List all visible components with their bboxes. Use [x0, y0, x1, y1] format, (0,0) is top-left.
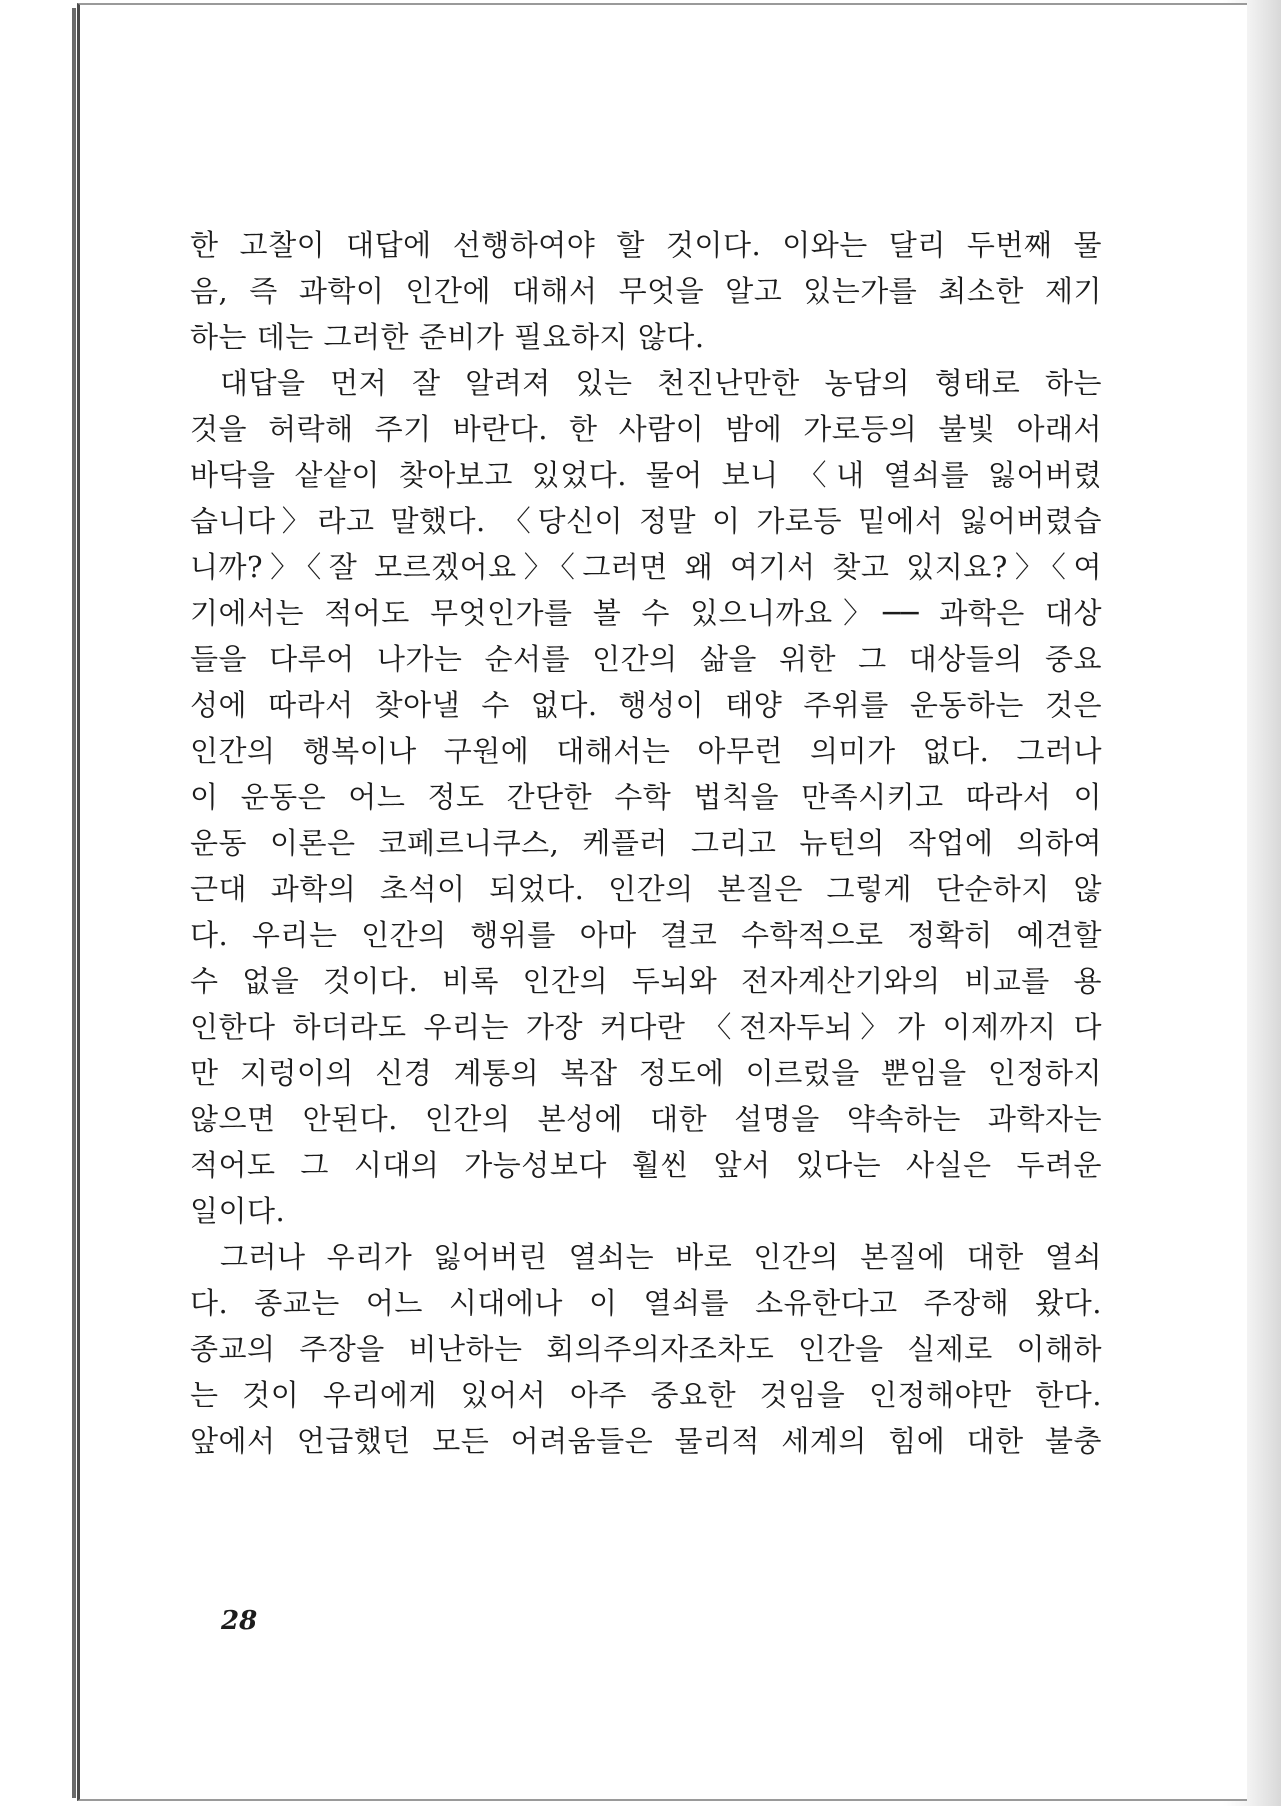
body-text [190, 222, 1102, 1464]
text-line: 음, 즉 과학이 인간에 대해서 무엇을 알고 있는가를 최소한 제기 [190, 274, 1102, 308]
text-line: 대답을 먼저 잘 알려져 있는 천진난만한 농담의 형태로 하는 [220, 366, 1102, 400]
text-line: 일이다. [190, 1194, 286, 1228]
text-line: 는 것이 우리에게 있어서 아주 중요한 것임을 인정해야만 한다. [190, 1378, 1102, 1412]
text-line: 니까?〉〈잘 모르겠어요〉〈그러면 왜 여기서 찾고 있지요?〉〈여 [190, 550, 1102, 584]
paragraph-3 [190, 1234, 1102, 1464]
text-line: 만 지렁이의 신경 계통의 복잡 정도에 이르렀을 뿐임을 인정하지 [190, 1056, 1102, 1090]
text-line: 인간의 행복이나 구원에 대해서는 아무런 의미가 없다. 그러나 [190, 734, 1102, 768]
text-line: 그러나 우리가 잃어버린 열쇠는 바로 인간의 본질에 대한 열쇠 [220, 1240, 1102, 1274]
text-line: 수 없을 것이다. 비록 인간의 두뇌와 전자계산기와의 비교를 용 [190, 964, 1102, 998]
text-line: 성에 따라서 찾아낼 수 없다. 행성이 태양 주위를 운동하는 것은 [190, 688, 1102, 722]
text-line: 않으면 안된다. 인간의 본성에 대한 설명을 약속하는 과학자는 [190, 1102, 1102, 1136]
text-line: 종교의 주장을 비난하는 회의주의자조차도 인간을 실제로 이해하 [190, 1332, 1102, 1366]
text-line: 한 고찰이 대답에 선행하여야 할 것이다. 이와는 달리 두번째 물 [190, 228, 1102, 262]
text-line: 근대 과학의 초석이 되었다. 인간의 본질은 그렇게 단순하지 않 [190, 872, 1102, 906]
text-line: 다. 종교는 어느 시대에나 이 열쇠를 소유한다고 주장해 왔다. [190, 1286, 1102, 1320]
text-line: 다. 우리는 인간의 행위를 아마 결코 수학적으로 정확히 예견할 [190, 918, 1102, 952]
text-line: 적어도 그 시대의 가능성보다 훨씬 앞서 있다는 사실은 두려운 [190, 1148, 1102, 1182]
text-line: 습니다〉라고 말했다. 〈당신이 정말 이 가로등 밑에서 잃어버렸습 [190, 504, 1102, 538]
paragraph-2 [190, 360, 1102, 1234]
text-line: 하는 데는 그러한 준비가 필요하지 않다. [190, 320, 705, 354]
text-line: 인한다 하더라도 우리는 가장 커다란 〈전자두뇌〉가 이제까지 다 [190, 1010, 1102, 1044]
text-line: 것을 허락해 주기 바란다. 한 사람이 밤에 가로등의 불빛 아래서 [190, 412, 1102, 446]
text-line: 기에서는 적어도 무엇인가를 볼 수 있으니까요〉── 과학은 대상 [190, 596, 1102, 630]
paragraph-1 [190, 222, 1102, 360]
text-line: 이 운동은 어느 정도 간단한 수학 법칙을 만족시키고 따라서 이 [190, 780, 1102, 814]
page-number: 28 [221, 1606, 258, 1636]
text-line: 들을 다루어 나가는 순서를 인간의 삶을 위한 그 대상들의 중요 [190, 642, 1102, 676]
text-line: 바닥을 샅샅이 찾아보고 있었다. 물어 보니 〈내 열쇠를 잃어버렸 [190, 458, 1102, 492]
text-line: 운동 이론은 코페르니쿠스, 케플러 그리고 뉴턴의 작업에 의하여 [190, 826, 1102, 860]
text-line: 앞에서 언급했던 모든 어려움들은 물리적 세계의 힘에 대한 불충 [190, 1424, 1102, 1458]
page-edge [72, 8, 76, 1798]
